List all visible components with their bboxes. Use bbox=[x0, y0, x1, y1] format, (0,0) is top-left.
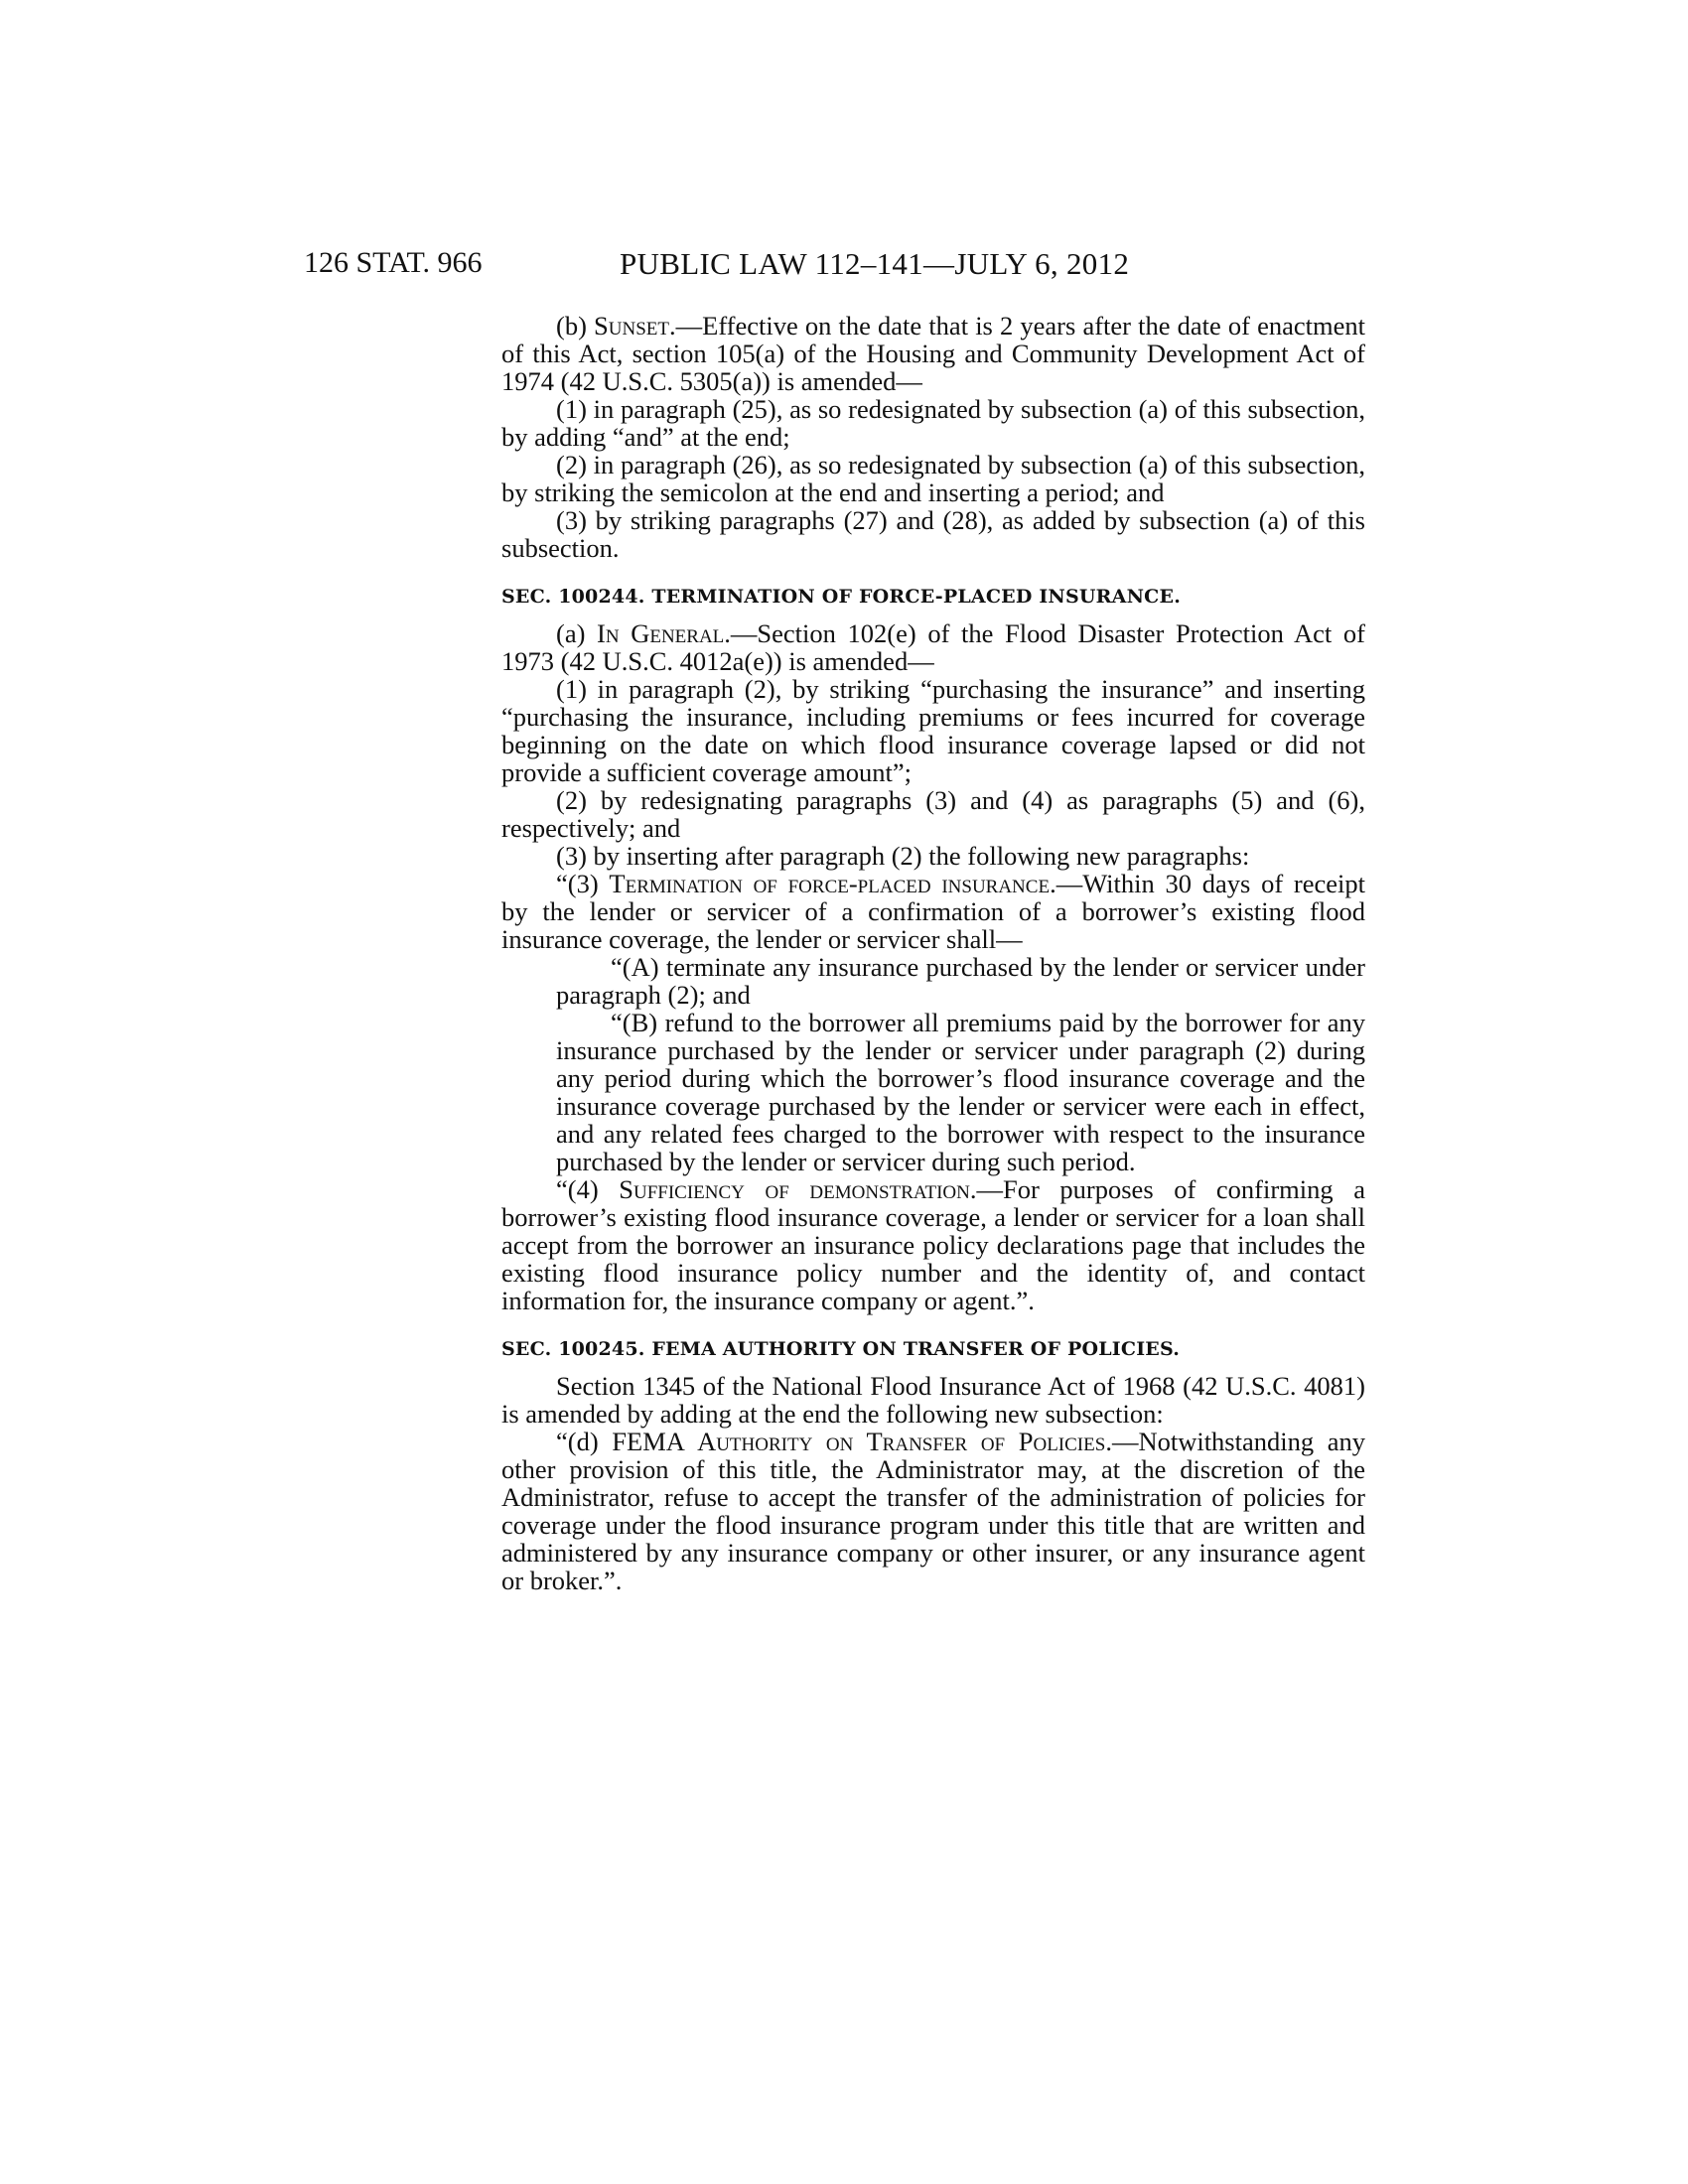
sec244-general-text: .—Section 102(e) of the Flood Disaster Protection Act of 1973 (42 U.S.C. 4012a(e)) is amended— bbox=[501, 618, 1365, 676]
sec245-intro: Section 1345 of the National Flood Insurance Act of 1968 (42 U.S.C. 4081) is amended by adding at the end the following new subsection: bbox=[501, 1371, 1365, 1429]
sec244-item-1: (1) in paragraph (2), by striking “purchasing the insurance” and inserting “purchasing the insurance, including premiums or fees incurred for coverage beginning on the date on which flood insurance coverage lapsed or did not provide a sufficient coverage amount”; bbox=[501, 674, 1365, 787]
sec244-paragraph-4 bbox=[501, 1175, 1365, 1314]
sunset-item-3: (3) by striking paragraphs (27) and (28), as added by subsection (a) of this subsection. bbox=[501, 505, 1365, 563]
sunset-item-2: (2) in paragraph (26), as so redesignated by subsection (a) of this subsection, by striking the semicolon at the end and inserting a period; and bbox=[501, 450, 1365, 507]
sunset-paragraph bbox=[501, 312, 1365, 395]
page-header bbox=[0, 246, 1688, 286]
sec244-item-2: (2) by redesignating paragraphs (3) and (4) as paragraphs (5) and (6), respectively; and bbox=[501, 785, 1365, 843]
sunset-heading: Sunset bbox=[594, 311, 670, 341]
sec245-d-heading: Authority on Transfer of Policies bbox=[697, 1427, 1106, 1456]
public-law-title: PUBLIC LAW 112–141—JULY 6, 2012 bbox=[620, 246, 1130, 281]
sunset-text: .—Effective on the date that is 2 years after the date of enactment of this Act, section 105(a) of the Housing and Community Development Act of 1974 (42 U.S.C. 5305(a)) is amended— bbox=[501, 311, 1365, 396]
sunset-item-1: (1) in paragraph (25), as so redesignated by subsection (a) of this subsection, by adding “and” at the end; bbox=[501, 394, 1365, 452]
sec244-general-heading: In General bbox=[597, 618, 725, 648]
sec244-item-3: (3) by inserting after paragraph (2) the following new paragraphs: bbox=[556, 841, 1250, 871]
sec245-subsection-d bbox=[501, 1428, 1365, 1594]
sec244-general-label: (a) bbox=[556, 618, 598, 648]
sec244-p4-heading: Sufficiency of demonstration bbox=[619, 1174, 970, 1204]
sec244-general-paragraph bbox=[501, 619, 1365, 675]
sec244-p3-text: .—Within 30 days of receipt by the lender or servicer of a confirmation of a borrower’s existing flood insurance coverage, the lender or servicer shall— bbox=[501, 869, 1365, 954]
sec244-p3-label: “(3) bbox=[556, 869, 610, 898]
section-100244-title: SEC. 100244. TERMINATION OF FORCE-PLACED INSURANCE. bbox=[501, 586, 1182, 608]
sec245-d-text: .—Notwithstanding any other provision of this title, the Administrator may, at the discretion of the Administrator, refuse to accept the transfer of the administration of policies for coverage under the flood insurance program under this title that are written and administered by any insurance company or other insurer, or any insurance agent or broker.”. bbox=[501, 1427, 1365, 1595]
sec244-p3-subparagraph-a: “(A) terminate any insurance purchased by the lender or servicer under paragraph (2); and bbox=[556, 952, 1365, 1010]
sec244-p4-label: “(4) bbox=[556, 1174, 620, 1204]
sec244-p4-text: .—For purposes of confirming a borrower’s existing flood insurance coverage, a lender or servicer for a loan shall accept from the borrower an insurance policy declarations page that includes the existing flood insurance policy number and the identity of, and contact information for, the insurance company or agent.”. bbox=[501, 1174, 1365, 1315]
sunset-label: (b) bbox=[556, 311, 595, 341]
document-body bbox=[501, 312, 1365, 1594]
sec245-d-label: “(d) FEMA bbox=[556, 1427, 698, 1456]
sec244-p3-subparagraph-b: “(B) refund to the borrower all premiums paid by the borrower for any insurance purchased by the lender or servicer under paragraph (2) during any period during which the borrower’s flood insurance coverage and the insurance coverage purchased by the lender or servicer were each in effect, and any related fees charged to the borrower with respect to the insurance purchased by the lender or servicer during such period. bbox=[556, 1008, 1365, 1176]
section-100245-title: SEC. 100245. FEMA AUTHORITY ON TRANSFER OF POLICIES. bbox=[501, 1338, 1181, 1360]
sec244-paragraph-3 bbox=[501, 870, 1365, 953]
statute-page-number: 126 STAT. 966 bbox=[304, 246, 483, 279]
sec244-p3-heading: Termination of force-placed insurance bbox=[609, 869, 1051, 898]
